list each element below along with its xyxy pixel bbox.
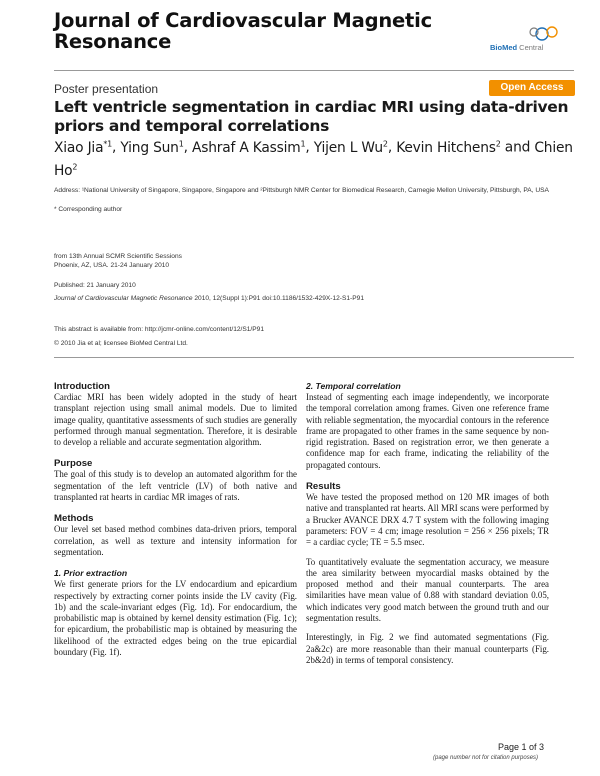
prior-extraction-heading: 1. Prior extraction: [54, 568, 128, 579]
header-divider: [54, 70, 574, 71]
author: [120, 140, 183, 156]
biomed-central-logo[interactable]: [490, 24, 570, 54]
introduction-heading: Introduction: [54, 381, 110, 392]
body-divider: [54, 357, 574, 358]
author-list: Xiao Jia$^{*1}$, Ying Sun$^1$, Ashraf A Kassim$^1$, Yijen L Wu$^2$, Kevin Hitchens$^2$ and Chien Ho$^2$: [54, 139, 573, 180]
author-name: Chien Ho: [54, 139, 573, 180]
methods-heading: Methods: [54, 513, 94, 525]
author-affiliation-mark: 1: [178, 139, 184, 148]
body-column-left: [54, 381, 297, 658]
author: [54, 140, 112, 156]
article-type-label: Poster presentation: [54, 82, 159, 96]
copyright-notice: © 2010 Jia et al; licensee BioMed Central Ltd.: [54, 340, 188, 347]
author-affiliation-mark: 2: [72, 162, 78, 172]
author: [396, 140, 500, 156]
author-name: Xiao Jia: [54, 139, 104, 156]
results-text-2: To quantitatively evaluate the segmentation accuracy, we measure the area similarity between myocardial masks obtained by the proposed method and their manual counterparts. The area similarities have mean value of 0.88 with standard deviation 0.05, which indicates very good match between the ground truth and our segmentation results.: [306, 556, 549, 624]
author: [192, 140, 305, 156]
meeting-info: [54, 252, 354, 271]
temporal-correlation-heading: 2. Temporal correlation: [306, 381, 401, 391]
biomed-central-logo-icon: [490, 24, 570, 44]
purpose-text: The goal of this study is to develop an automated algorithm for the segmentation of the left ventricle (LV) of both native and transplanted rat hearts in cardiac MR images of rats.: [54, 469, 297, 503]
purpose-heading: Purpose: [54, 458, 93, 470]
results-text-3: Interestingly, in Fig. 2 we find automated segmentations (Fig. 2a&2c) are more reasonable than their manual counterparts (Fig. 2b&2d) in terms of temporal consistency.: [306, 632, 549, 665]
corresponding-author-note: * Corresponding author: [54, 206, 123, 213]
author: [314, 140, 388, 156]
temporal-correlation-text: Instead of segmenting each image independently, we incorporate the temporal correlation among frames. Given one reference frame with reliable segmentation, the myocardial contours in the reference frame are propagated to other frames in the same sequence by non-rigid registration. Based on registration error, we then generate a confidence map for each frame, indicating the reliability of the propagated contours.: [306, 392, 549, 470]
citation: [54, 294, 574, 303]
page-number: Page 1 of 3: [498, 742, 545, 752]
logo-text: [490, 43, 543, 52]
results-heading: Results: [306, 481, 341, 493]
author-name: Ying Sun: [120, 139, 179, 156]
author-affiliation-mark: 1: [300, 139, 306, 148]
meeting-info-line2: Phoenix, AZ, USA. 21-24 January 2010: [54, 262, 170, 270]
journal-title: [54, 10, 454, 52]
published-date: Published: 21 January 2010: [54, 282, 136, 289]
journal-title-line2: Resonance: [54, 30, 172, 53]
author-affiliation-mark: 2: [495, 139, 501, 148]
open-access-badge[interactable]: Open Access: [489, 80, 575, 96]
citation-details: 2010, 12(Suppl 1):P91 doi:10.1186/1532-429X-12-S1-P91: [192, 295, 364, 302]
author-address: Address: ¹National University of Singapore, Singapore, Singapore and ²Pittsburgh NMR Center for Biomedical Research, Carnegie Mellon University, Pittsburgh, PA, USA: [54, 187, 549, 194]
author-name: Yijen L Wu: [313, 139, 383, 156]
page-number-note: (page number not for citation purposes): [433, 755, 539, 761]
logo-bio: Bio: [490, 43, 503, 52]
results-text-1: We have tested the proposed method on 120 MR images of both native and transplanted rat hearts. All MRI scans were performed by a Brucker AVANCE DRX 4.7 T system with the following imaging parameters: FOV = 4 cm; image resolution = 256 × 256 pixels; TR = a cardiac cycle; TE = 5.5 msec.: [306, 492, 549, 548]
author-affiliation-mark: 2: [382, 139, 388, 148]
introduction-text: Cardiac MRI has been widely adopted in the study of heart transplant rejection using small animal models. Due to limited image quality, quantitative assessments of such studies are generally performed through manual segmentation. Therefore, it is desirable to develop a reliable and accurate segmentation algorithm.: [54, 392, 297, 448]
logo-med: Med: [502, 43, 518, 52]
body-column-right: [306, 381, 549, 666]
meeting-info-line1: from 13th Annual SCMR Scientific Sessions: [54, 253, 182, 260]
methods-text: Our level set based method combines data-driven priors, temporal correlation, as well as texture and intensity information for segmentation.: [54, 524, 297, 557]
logo-central: Central: [517, 43, 544, 52]
citation-journal: Journal of Cardiovascular Magnetic Resonance: [54, 295, 193, 302]
author-name: Ashraf A Kassim: [191, 139, 301, 156]
journal-title-line1: Journal of Cardiovascular Magnetic: [54, 9, 433, 32]
availability-link[interactable]: This abstract is available from: http://jcmr-online.com/content/12/S1/P91: [54, 326, 264, 333]
prior-extraction-text: We first generate priors for the LV endocardium and epicardium respectively by extracting corner points inside the LV cavity (Fig. 1b) and the scale-invariant edges (Fig. 1d). For endocardium, the probabilistic map is obtained by kernel density estimation (Fig. 1c); for epicardium, the probabilistic map is obtained by measuring the likelihood of the extracted edges being on the true epicardial boundary (Fig. 1f).: [54, 579, 297, 658]
author-affiliation-mark: *1: [103, 139, 113, 148]
article-title: Left ventricle segmentation in cardiac MRI using data-driven priors and temporal correlations: [54, 98, 569, 135]
author-name: Kevin Hitchens: [396, 139, 496, 156]
